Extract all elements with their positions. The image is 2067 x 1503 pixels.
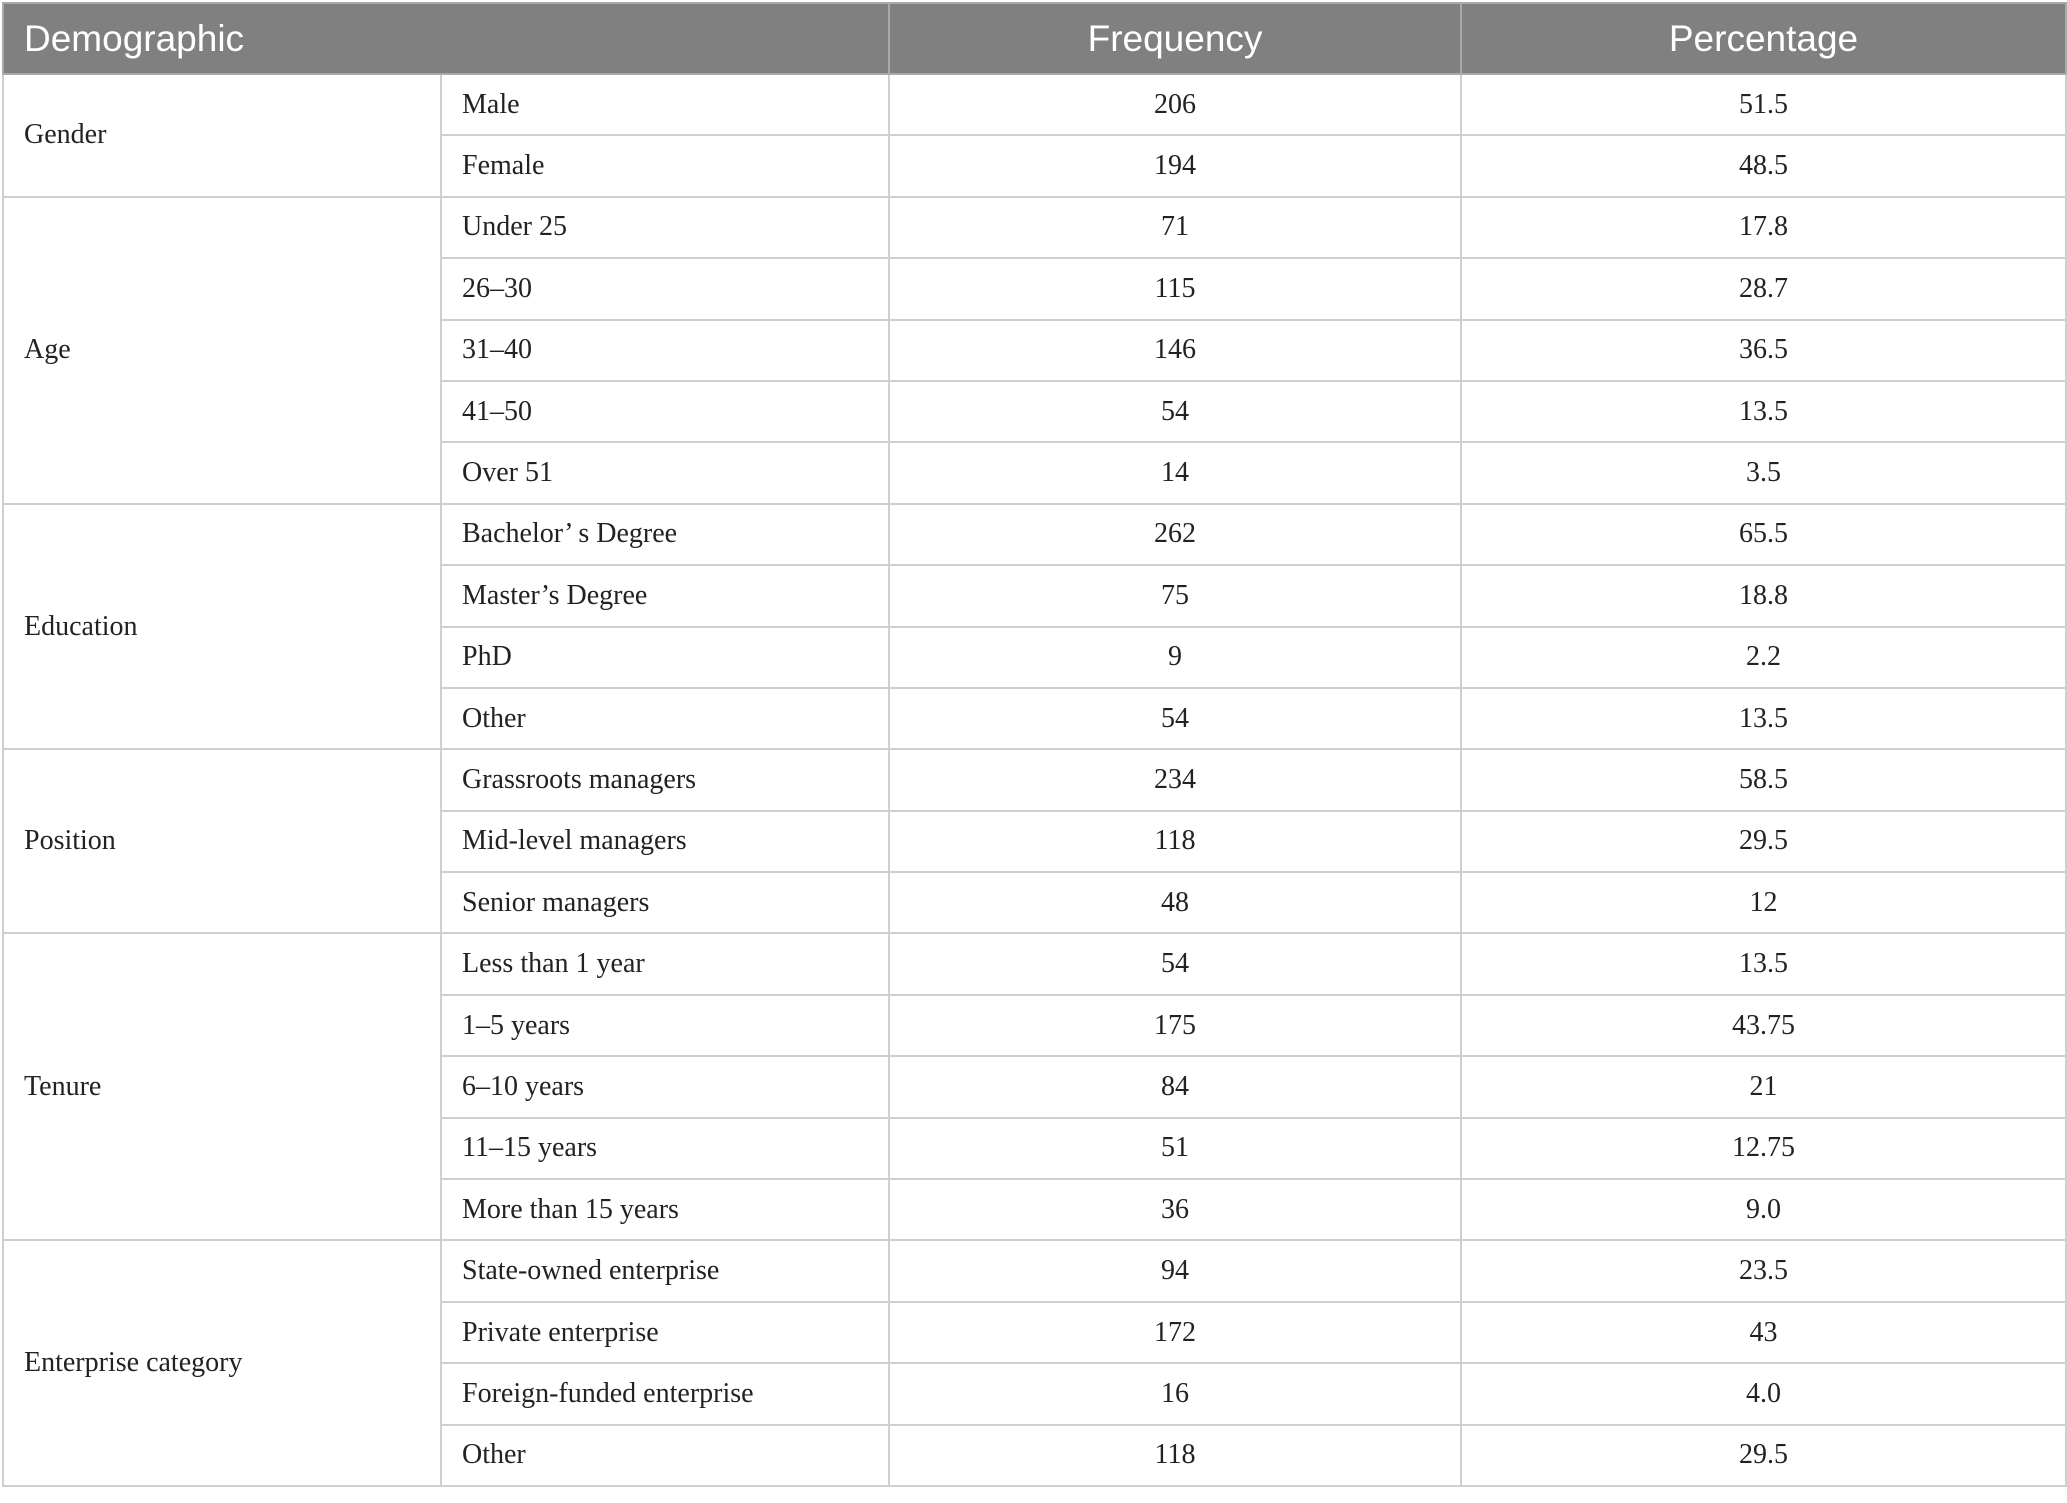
frequency-cell: 16 [889, 1363, 1461, 1424]
frequency-cell: 94 [889, 1240, 1461, 1301]
frequency-cell: 84 [889, 1056, 1461, 1117]
subcategory-cell: Less than 1 year [441, 933, 889, 994]
frequency-cell: 71 [889, 197, 1461, 258]
subcategory-cell: 6–10 years [441, 1056, 889, 1117]
percentage-cell: 3.5 [1461, 442, 2066, 503]
percentage-cell: 4.0 [1461, 1363, 2066, 1424]
category-cell: Position [3, 749, 441, 933]
subcategory-cell: Other [441, 688, 889, 749]
subcategory-cell: More than 15 years [441, 1179, 889, 1240]
header-demographic: Demographic [3, 3, 889, 74]
category-cell: Age [3, 197, 441, 504]
subcategory-cell: Bachelor’ s Degree [441, 504, 889, 565]
category-cell: Education [3, 504, 441, 750]
subcategory-cell: Female [441, 135, 889, 196]
table-row [3, 197, 2066, 258]
frequency-cell: 14 [889, 442, 1461, 503]
header-percentage: Percentage [1461, 3, 2066, 74]
frequency-cell: 51 [889, 1118, 1461, 1179]
percentage-cell: 29.5 [1461, 1425, 2066, 1486]
table-body [3, 74, 2066, 1486]
subcategory-cell: Male [441, 74, 889, 135]
percentage-cell: 43.75 [1461, 995, 2066, 1056]
frequency-cell: 175 [889, 995, 1461, 1056]
frequency-cell: 115 [889, 258, 1461, 319]
subcategory-cell: Over 51 [441, 442, 889, 503]
percentage-cell: 65.5 [1461, 504, 2066, 565]
frequency-cell: 54 [889, 381, 1461, 442]
frequency-cell: 118 [889, 811, 1461, 872]
category-cell: Gender [3, 74, 441, 197]
percentage-cell: 12 [1461, 872, 2066, 933]
percentage-cell: 36.5 [1461, 320, 2066, 381]
percentage-cell: 13.5 [1461, 933, 2066, 994]
frequency-cell: 75 [889, 565, 1461, 626]
table-row [3, 1240, 2066, 1301]
frequency-cell: 172 [889, 1302, 1461, 1363]
frequency-cell: 54 [889, 933, 1461, 994]
frequency-cell: 54 [889, 688, 1461, 749]
subcategory-cell: 1–5 years [441, 995, 889, 1056]
subcategory-cell: 11–15 years [441, 1118, 889, 1179]
demographics-table [2, 2, 2067, 1487]
table-row [3, 504, 2066, 565]
percentage-cell: 29.5 [1461, 811, 2066, 872]
table-row [3, 749, 2066, 810]
frequency-cell: 234 [889, 749, 1461, 810]
frequency-cell: 9 [889, 627, 1461, 688]
percentage-cell: 23.5 [1461, 1240, 2066, 1301]
table-header [3, 3, 2066, 74]
subcategory-cell: 26–30 [441, 258, 889, 319]
percentage-cell: 58.5 [1461, 749, 2066, 810]
frequency-cell: 262 [889, 504, 1461, 565]
frequency-cell: 48 [889, 872, 1461, 933]
subcategory-cell: Senior managers [441, 872, 889, 933]
percentage-cell: 17.8 [1461, 197, 2066, 258]
subcategory-cell: State-owned enterprise [441, 1240, 889, 1301]
subcategory-cell: 41–50 [441, 381, 889, 442]
category-cell: Tenure [3, 933, 441, 1240]
percentage-cell: 13.5 [1461, 688, 2066, 749]
subcategory-cell: PhD [441, 627, 889, 688]
frequency-cell: 194 [889, 135, 1461, 196]
category-cell: Enterprise category [3, 1240, 441, 1486]
frequency-cell: 146 [889, 320, 1461, 381]
percentage-cell: 48.5 [1461, 135, 2066, 196]
subcategory-cell: Grassroots managers [441, 749, 889, 810]
percentage-cell: 28.7 [1461, 258, 2066, 319]
frequency-cell: 206 [889, 74, 1461, 135]
table-row [3, 933, 2066, 994]
subcategory-cell: Mid-level managers [441, 811, 889, 872]
percentage-cell: 43 [1461, 1302, 2066, 1363]
subcategory-cell: Under 25 [441, 197, 889, 258]
percentage-cell: 21 [1461, 1056, 2066, 1117]
subcategory-cell: Private enterprise [441, 1302, 889, 1363]
frequency-cell: 36 [889, 1179, 1461, 1240]
subcategory-cell: 31–40 [441, 320, 889, 381]
percentage-cell: 51.5 [1461, 74, 2066, 135]
table-row [3, 74, 2066, 135]
frequency-cell: 118 [889, 1425, 1461, 1486]
subcategory-cell: Other [441, 1425, 889, 1486]
percentage-cell: 9.0 [1461, 1179, 2066, 1240]
percentage-cell: 2.2 [1461, 627, 2066, 688]
subcategory-cell: Foreign-funded enterprise [441, 1363, 889, 1424]
percentage-cell: 18.8 [1461, 565, 2066, 626]
header-row [3, 3, 2066, 74]
percentage-cell: 13.5 [1461, 381, 2066, 442]
percentage-cell: 12.75 [1461, 1118, 2066, 1179]
subcategory-cell: Master’s Degree [441, 565, 889, 626]
header-frequency: Frequency [889, 3, 1461, 74]
